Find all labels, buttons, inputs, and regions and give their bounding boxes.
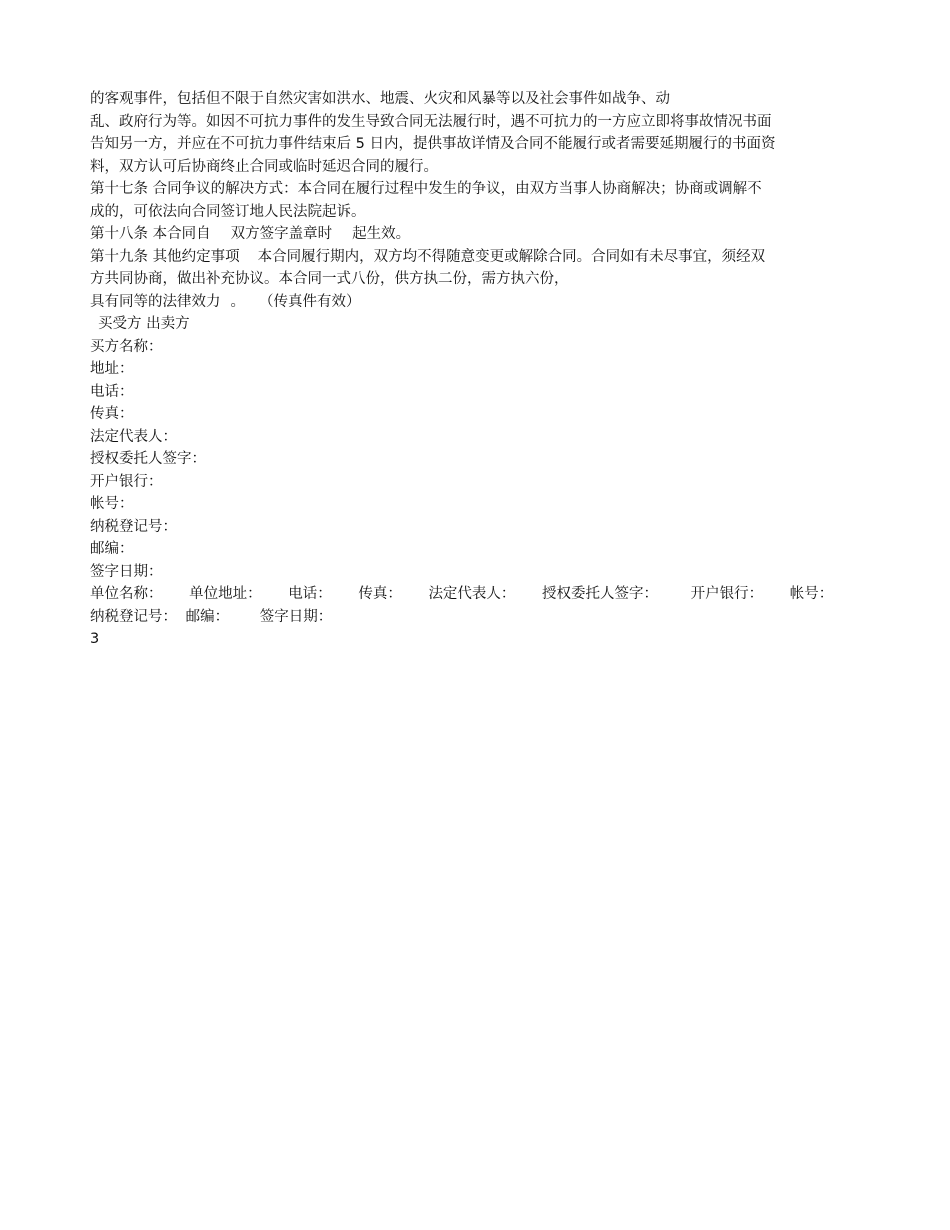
buyer-name-field: 买方名称： <box>90 338 163 355</box>
buyer-phone-field: 电话： <box>90 383 134 400</box>
clause-17-line-1: 第十七条 合同争议的解决方式：本合同在履行过程中发生的争议，由双方当事人协商解决；协商或调解不 <box>90 181 762 197</box>
seller-sign-date-field: 签字日期： <box>259 608 333 625</box>
buyer-tax-id-field: 纳税登记号： <box>90 518 177 535</box>
buyer-fax-field: 传真： <box>90 406 134 422</box>
parties-heading: 买受方 出卖方 <box>98 316 190 332</box>
clause-16-line-3: 告知另一方，并应在不可抗力事件结束后 5 日内，提供事故详情及合同不能履行或者需要延期履行的书面资 <box>90 136 776 152</box>
buyer-account-field: 帐号： <box>90 496 134 512</box>
seller-legal-rep-field: 法定代表人： <box>428 586 516 602</box>
clause-16-line-1: 的客观事件，包括但不限于自然灾害如洪水、地震、火灾和风暴等以及社会事件如战争、动 <box>90 91 670 107</box>
seller-authorized-signature-field: 授权委托人签字： <box>542 586 659 602</box>
seller-account-field: 帐号： <box>789 586 834 602</box>
clause-17-line-2: 成的，可依法向合同签订地人民法院起诉。 <box>90 203 366 220</box>
buyer-address-field: 地址： <box>90 361 134 377</box>
clause-18 <box>90 223 862 246</box>
clause-18-part-2: 双方签字盖章时 <box>230 226 333 242</box>
buyer-bank-field: 开户银行： <box>90 473 163 490</box>
page-number: 3 <box>90 631 100 647</box>
clause-19-line-2: 方共同协商，做出补充协议。本合同一式八份，供方执二份，需方执六份， <box>90 271 569 287</box>
seller-postcode-field: 邮编： <box>185 608 230 625</box>
clause-19-text: 本合同履行期内，双方均不得随意变更或解除合同。合同如有未尽事宜，须经双 <box>257 248 766 265</box>
seller-fields-row <box>90 583 862 628</box>
buyer-postcode-field: 邮编： <box>90 541 134 557</box>
buyer-authorized-signature-field: 授权委托人签字： <box>90 451 206 467</box>
document-page <box>90 88 862 651</box>
seller-fax-field: 传真： <box>358 586 402 602</box>
clause-19-line-1 <box>90 246 862 269</box>
seller-tax-id-field: 纳税登记号： <box>90 608 177 625</box>
clause-18-part-1: 第十八条 本合同自 <box>90 226 211 242</box>
fax-valid-note: （传真件有效） <box>259 293 361 310</box>
clause-19-line-3 <box>90 291 862 314</box>
clause-19-period: 。 <box>230 293 245 310</box>
seller-name-field: 单位名称： <box>90 586 163 602</box>
seller-bank-field: 开户银行： <box>690 586 764 602</box>
buyer-legal-rep-field: 法定代表人： <box>90 428 177 445</box>
clause-16-line-4: 料，双方认可后协商终止合同或临时延迟合同的履行。 <box>90 158 438 175</box>
seller-address-field: 单位地址： <box>189 586 262 602</box>
clause-16-line-2: 乱、政府行为等。如因不可抗力事件的发生导致合同无法履行时，遇不可抗力的一方应立即将事故情况书面 <box>90 113 772 130</box>
seller-phone-field: 电话： <box>288 586 332 602</box>
buyer-sign-date-field: 签字日期： <box>90 563 163 580</box>
clause-18-part-3: 起生效。 <box>352 226 411 242</box>
clause-19-title: 第十九条 其他约定事项 <box>90 248 240 265</box>
clause-19-effect: 具有同等的法律效力 <box>90 293 221 310</box>
